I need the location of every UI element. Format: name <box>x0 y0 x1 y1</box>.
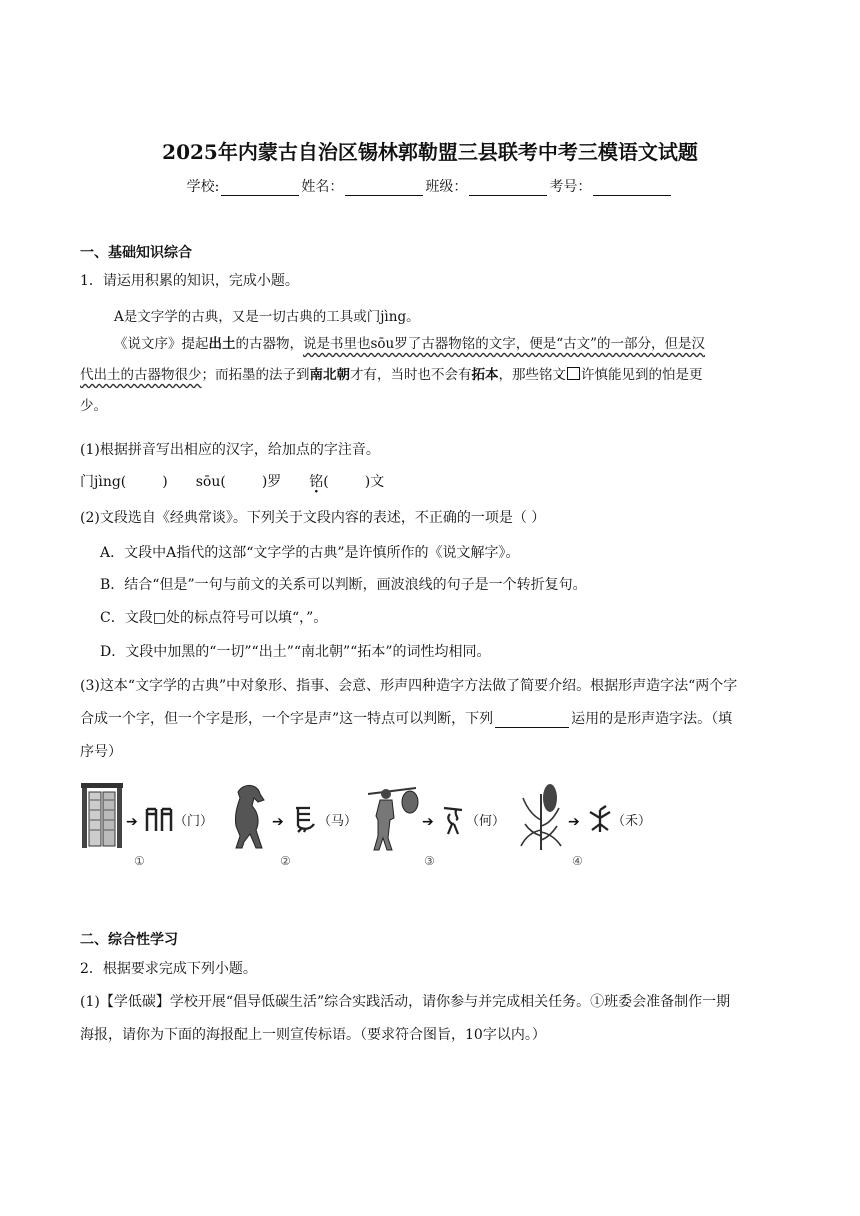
fill-label-sou: sōu( <box>195 474 226 490</box>
name-label: 姓名： <box>301 179 344 195</box>
grain-icon <box>516 780 566 852</box>
ancient-glyph-he-grain-icon <box>586 804 614 834</box>
option-b[interactable]: B．结合“但是”一句与前文的关系可以判断，画波浪线的句子是一个转折复句。 <box>100 577 587 593</box>
fill-label: )文 <box>364 474 385 490</box>
name-blank[interactable] <box>345 181 423 196</box>
school-label: 学校: <box>186 179 220 195</box>
ancient-glyph-ma-icon <box>290 804 318 834</box>
class-blank[interactable] <box>469 181 547 196</box>
ancient-glyph-he-icon <box>440 804 466 836</box>
number-blank[interactable] <box>593 181 671 196</box>
sub-question-3-line-2 <box>80 708 732 728</box>
sub-question-2-1-line-2: 海报，请你为下面的海报配上一则宣传标语。（要求符合图旨，10字以内。） <box>80 1027 546 1043</box>
figure-number: ④ <box>572 854 583 868</box>
dotted-char-wen: 文 · <box>553 367 567 383</box>
sub-question-3-line-3: 序号） <box>80 744 122 760</box>
figure-char-label: （门） <box>174 814 214 829</box>
fill-label: )罗 <box>261 474 282 490</box>
character-evolution-figures <box>80 778 660 874</box>
passage-text: ；而拓墨的法子到 <box>201 367 310 383</box>
gate-icon <box>80 780 124 850</box>
arrow-icon: ➔ <box>568 814 580 830</box>
question-2-stem: 2．根据要求完成下列小题。 <box>80 961 257 977</box>
sub-question-1: (1)根据拼音写出相应的汉字，给加点的字注音。 <box>80 442 380 458</box>
passage-paragraph-a: A是文字学的古典，又是一切古典的工具或门jìng。 <box>114 309 420 325</box>
wavy-underlined-sentence: 代出土的古器物很少 <box>80 367 202 383</box>
section-heading-1: 一、基础知识综合 <box>80 245 192 261</box>
section-heading-2: 二、综合性学习 <box>80 932 178 948</box>
pinyin-fill-line <box>80 471 780 491</box>
arrow-icon: ➔ <box>272 814 284 830</box>
option-d[interactable]: D．文段中加黑的“一切”“出土”“南北朝”“拓本”的词性均相同。 <box>100 644 491 660</box>
question-text: 合成一个字，但一个字是形，一个字是声”这一特点可以判断，下列 <box>80 711 494 727</box>
dotted-char-ming: 铭 <box>309 474 324 490</box>
sub-question-2-1-line-1: (1)【学低碳】学校开展“倡导低碳生活”综合实践活动，请你参与并完成相关任务。①班委会准备制作一期 <box>80 994 731 1010</box>
figure-char-label: （禾） <box>612 814 652 829</box>
sub-question-3-line-1: (3)这本“文字学的古典”中对象形、指事、会意、形声四种造字方法做了简要介绍。根据形声造字法“两个字 <box>80 678 738 694</box>
figure-number: ① <box>134 854 145 868</box>
arrow-icon: ➔ <box>126 814 138 830</box>
figure-char-label: （何） <box>466 814 506 829</box>
horse-icon <box>228 780 270 852</box>
fill-label: ( <box>323 474 329 490</box>
page-title: 2025年内蒙古自治区锡林郭勒盟三县联考中考三模语文试题 <box>162 140 698 164</box>
passage-line-3: 少。 <box>80 398 107 414</box>
passage-line-1 <box>80 329 780 360</box>
passage-line-2 <box>80 360 780 391</box>
bold-word-nanbeichao: 南北朝 <box>309 367 350 383</box>
fill-label-jing: 门jìng( <box>80 474 127 490</box>
porter-icon <box>366 780 420 854</box>
option-c[interactable]: C．文段□处的标点符号可以填“，”。 <box>100 610 328 626</box>
answer-blank[interactable] <box>495 713 569 728</box>
arrow-icon: ➔ <box>422 814 434 830</box>
passage-text: 《说文序》提起 <box>114 336 209 352</box>
passage-text: 才有，当时也不会有 <box>350 367 472 383</box>
figure-char-label: （马） <box>318 814 358 829</box>
bold-word-taben: 拓本 <box>471 367 499 383</box>
figure-number: ③ <box>424 854 435 868</box>
passage-text: 的古器物， <box>235 336 303 352</box>
option-a[interactable]: A．文段中A指代的这部“文字学的古典”是许慎所作的《说文解字》。 <box>100 545 520 561</box>
sub-question-2: (2)文段选自《经典常谈》。下列关于文段内容的表述，不正确的一项是（ ） <box>80 510 546 526</box>
bold-word-chutu: 出土 <box>208 336 236 352</box>
passage-text: ，那些铭 <box>498 367 553 383</box>
passage-paragraph-main <box>80 329 780 422</box>
question-1-stem: 1．请运用积累的知识，完成小题。 <box>80 273 299 289</box>
punctuation-box <box>567 367 580 380</box>
passage-text: 许慎能见到的怕是更 <box>581 367 703 383</box>
class-label: 班级： <box>425 179 468 195</box>
wavy-underlined-sentence: 说是书里也sōu罗了古器物铭的文字，便是“古文”的一部分，但是汉 <box>303 336 706 352</box>
figure-number: ② <box>280 854 291 868</box>
student-info-line <box>0 176 860 196</box>
fill-label: ) <box>162 474 168 490</box>
school-blank[interactable] <box>221 181 299 196</box>
number-label: 考号： <box>549 179 592 195</box>
question-text: 运用的是形声造字法。（填 <box>571 711 733 727</box>
ancient-glyph-men-icon <box>144 804 174 834</box>
